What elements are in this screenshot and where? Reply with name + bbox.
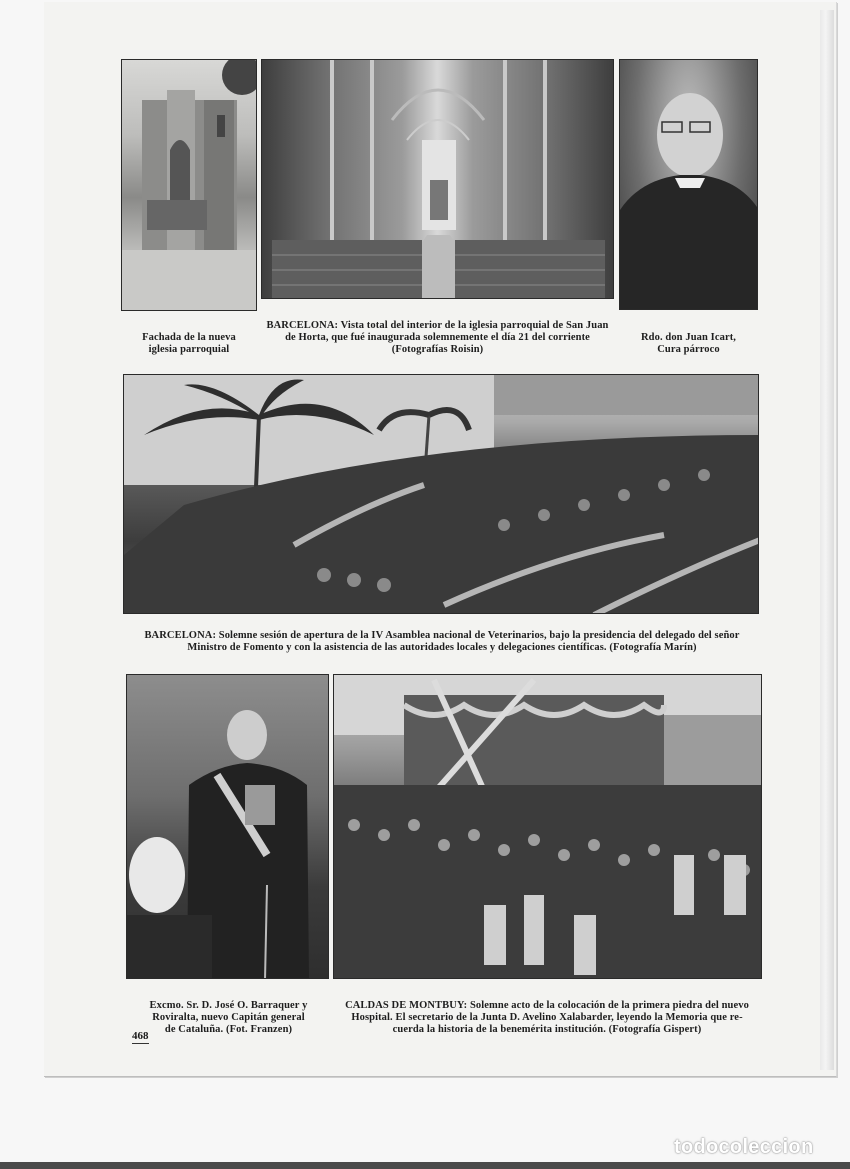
caption-interior (255, 320, 620, 356)
watermark-logo: todocoleccion (674, 1136, 814, 1158)
page-number: 468 (132, 1030, 149, 1042)
caption-caldas (322, 1000, 772, 1036)
caption-line: (Fotografías Roisin) (391, 344, 484, 355)
caption-general (126, 1000, 331, 1036)
general-portrait-photo (126, 674, 329, 979)
church-facade-photo (121, 59, 257, 311)
caption-line: Ministro de Fomento y con la asistencia de las autoridades locales y delegaciones científicas. (Fotografía Marín) (187, 642, 697, 653)
caption-line: BARCELONA: Solemne sesión de apertura de la IV Asamblea nacional de Veterinarios, bajo la presidencia del delegado del señor (144, 630, 740, 641)
caption-line: Roviralta, nuevo Capitán general (152, 1012, 305, 1023)
ceremony-crowd-photo (333, 674, 762, 979)
caption-line: de Horta, que fué inaugurada solemnemente el día 21 del corriente (285, 332, 590, 343)
assembly-hall-photo (123, 374, 759, 614)
caption-line: cuerda la historia de la benemérita institución. (Fotografía Gispert) (392, 1024, 702, 1035)
caption-assembly (112, 630, 772, 654)
caption-line: iglesia parroquial (148, 344, 230, 355)
caption-line: Rdo. don Juan Icart, (640, 332, 737, 343)
caption-line: de Cataluña. (Fot. Franzen) (164, 1024, 293, 1035)
caption-line: Fachada de la nueva (142, 332, 236, 343)
caption-line: CALDAS DE MONTBUY: Solemne acto de la colocación de la primera piedra del nuevo (345, 1000, 749, 1011)
caption-line: Excmo. Sr. D. José O. Barraquer y (149, 1000, 308, 1011)
priest-portrait-photo (619, 59, 758, 310)
caption-line: Hospital. El secretario de la Junta D. Avelino Xalabarder, leyendo la Memoria que re- (351, 1012, 743, 1023)
caption-priest (619, 332, 758, 356)
caption-facade (121, 332, 257, 356)
caption-line: Cura párroco (657, 344, 720, 355)
caption-line: BARCELONA: Vista total del interior de la iglesia parroquial de San Juan (266, 320, 609, 331)
page-edge (820, 10, 834, 1070)
church-interior-photo (261, 59, 614, 299)
scan-bottom-edge (0, 1162, 850, 1169)
